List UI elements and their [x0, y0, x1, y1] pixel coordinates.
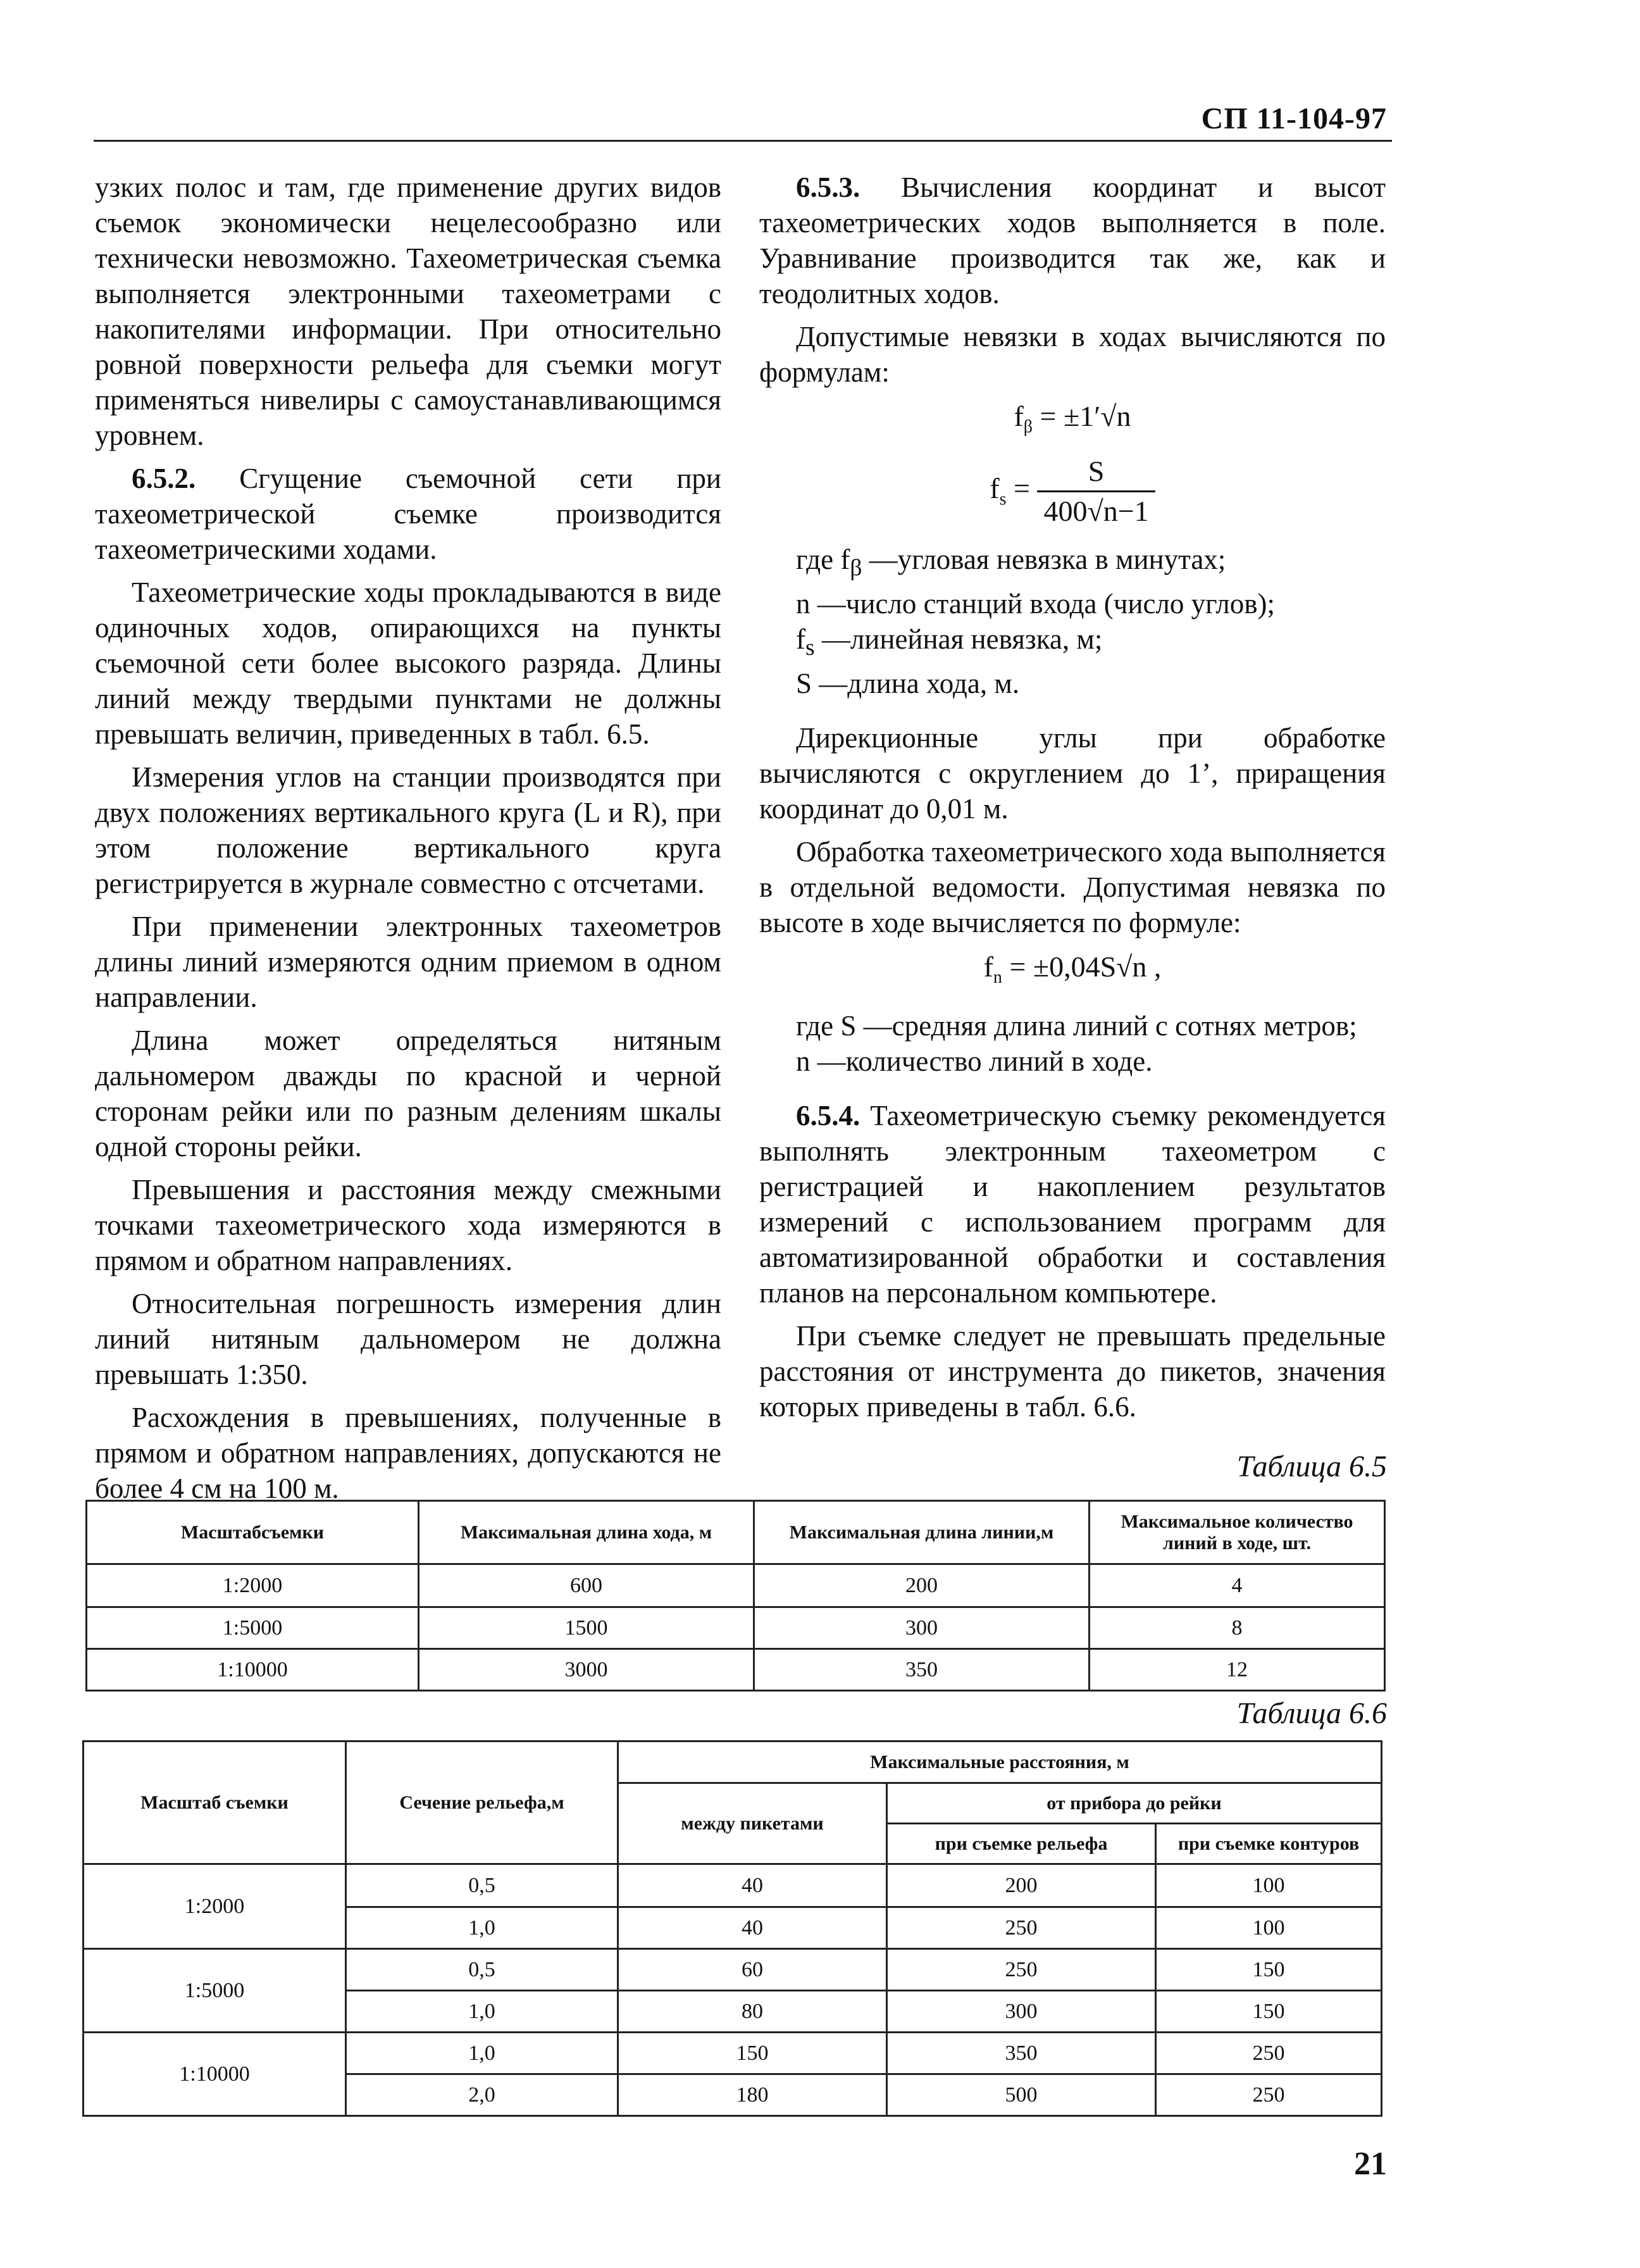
paragraph: Тахеометрические ходы прокладываются в виде одиночных ходов, опирающихся на пункты съемочной сети более высокого разряда. Длины линий между твердыми пунктами не должны превышать величин, приведенных в табл. 6.5. — [95, 576, 721, 750]
definition-subscript: s — [805, 635, 815, 661]
table-cell: 40 — [618, 1864, 887, 1907]
table-cell: 300 — [887, 1991, 1156, 2033]
paragraph: узких полос и там, где применение других видов съемок экономически нецелесообразно или технически невозможно. Тахеометрическая съемка выполняется электронными тахеометрами с накопителями информации. При относительно ровной поверхности рельефа для съемки могут применяться нивелиры с самоустанавливающимся уровнем. — [95, 171, 721, 451]
table-cell: 60 — [618, 1949, 887, 1991]
table-cell: 1:5000 — [84, 1949, 346, 2033]
table-row — [84, 1864, 1382, 1907]
formula-equals: = — [1006, 472, 1038, 505]
formula-angular-misclosure — [759, 397, 1386, 446]
fraction-numerator: S — [1037, 452, 1155, 492]
table-cell: 150 — [1156, 1949, 1382, 1991]
table-row — [87, 1564, 1385, 1607]
table-cell: 4 — [1090, 1564, 1385, 1607]
table-6-5-caption: Таблица 6.5 — [1236, 1450, 1387, 1483]
paragraph: Допустимые невязки в ходах вычисляются по формулам: — [759, 321, 1386, 388]
paragraph: Дирекционные углы при обработке вычисляются с округлением до 1’, приращения координат до 0,01 м. — [759, 722, 1386, 825]
table-cell: 3000 — [419, 1649, 754, 1691]
table-cell: 500 — [887, 2074, 1156, 2116]
formula-symbol: f — [990, 472, 1000, 505]
table-cell: 1:5000 — [87, 1607, 419, 1649]
paragraph-text: Вычисления координат и высот тахеометрических ходов выполняется в поле. Уравнивание производится так же, как и теодолитных ходов. — [759, 171, 1386, 309]
formula-symbol: f — [983, 950, 993, 983]
paragraph: При применении электронных тахеометров длины линий измеряются одним приемом в одном направлении. — [95, 911, 721, 1013]
table-cell: 200 — [887, 1864, 1156, 1907]
table-cell: 250 — [1156, 2074, 1382, 2116]
formula-rhs: = ±1′√n — [1033, 400, 1131, 432]
table-header-cell: Максимальные расстояния, м — [618, 1742, 1382, 1783]
definition: S —длина хода, м. — [796, 668, 1020, 700]
section-number: 6.5.4. — [796, 1100, 860, 1132]
definition — [759, 621, 1386, 666]
formula-definitions — [759, 542, 1386, 701]
table-header-cell: Максимальная длина линии,м — [754, 1501, 1090, 1564]
table-cell: 2,0 — [346, 2074, 618, 2116]
formula-subscript: n — [993, 968, 1002, 988]
table-header-cell: между пикетами — [618, 1783, 887, 1864]
table-cell: 100 — [1156, 1907, 1382, 1949]
table-cell: 300 — [754, 1607, 1090, 1649]
section-number: 6.5.3. — [796, 171, 860, 203]
paragraph: Относительная погрешность измерения длин линий нитяным дальномером не должна превышать 1:350. — [95, 1288, 721, 1390]
table-row — [84, 2033, 1382, 2074]
table-cell: 1,0 — [346, 1907, 618, 1949]
table-cell: 8 — [1090, 1607, 1385, 1649]
formula-subscript: s — [999, 489, 1007, 509]
paragraph: Расхождения в превышениях, полученные в прямом и обратном направлениях, допускаются не более 4 см на 100 м. — [95, 1402, 721, 1504]
definition-text: —линейная невязка, м; — [814, 623, 1103, 656]
document-code: СП 11-104-97 — [1201, 102, 1387, 135]
table-cell: 1:10000 — [87, 1649, 419, 1691]
right-column — [759, 170, 1386, 1432]
table-header-cell: Максимальное количество линий в ходе, шт. — [1090, 1501, 1385, 1564]
table-row — [87, 1607, 1385, 1649]
section-number: 6.5.2. — [132, 463, 196, 494]
table-cell: 200 — [754, 1564, 1090, 1607]
table-cell: 80 — [618, 1991, 887, 2033]
table-cell: 0,5 — [346, 1949, 618, 1991]
table-6-6 — [82, 1740, 1382, 2117]
table-cell: 600 — [419, 1564, 754, 1607]
table-cell: 1:2000 — [84, 1864, 346, 1949]
left-column — [95, 170, 721, 1514]
table-cell: 250 — [887, 1949, 1156, 1991]
paragraph — [759, 1098, 1386, 1311]
table-row — [87, 1649, 1385, 1691]
header-rule — [94, 140, 1392, 142]
table-cell: 180 — [618, 2074, 887, 2116]
fraction-denominator: 400√n−1 — [1043, 495, 1149, 528]
table-cell: 1,0 — [346, 2033, 618, 2074]
table-header-cell: Максимальная длина хода, м — [419, 1501, 754, 1564]
definition — [759, 542, 1386, 586]
paragraph-text: Сгущение съемочной сети при тахеометрической съемке производится тахеометрическими ходами. — [95, 463, 721, 565]
formula-height-misclosure — [759, 948, 1386, 997]
definition-text: —угловая невязка в минутах; — [862, 544, 1226, 576]
definition: n —количество линий в ходе. — [796, 1045, 1153, 1078]
table-cell: 100 — [1156, 1864, 1382, 1907]
table-cell: 0,5 — [346, 1864, 618, 1907]
table-cell: 350 — [754, 1649, 1090, 1691]
formula-symbol: f — [1014, 400, 1024, 432]
table-header-cell: Масштаб съемки — [84, 1742, 346, 1864]
definition-text: где f — [796, 544, 850, 576]
paragraph: Длина может определяться нитяным дальномером дважды по красной и черной сторонам рейки или по разным делениям шкалы одной стороны рейки. — [95, 1025, 721, 1162]
paragraph: Измерения углов на станции производятся при двух положениях вертикального круга (L и R), при этом положение вертикального круга регистрируется в журнале совместно с отсчетами. — [95, 761, 721, 899]
table-cell: 150 — [1156, 1991, 1382, 2033]
table-cell: 40 — [618, 1907, 887, 1949]
formula-definitions — [759, 1008, 1386, 1079]
definition: n —число станций входа (число углов); — [796, 588, 1275, 620]
paragraph: Обработка тахеометрического хода выполняется в отдельной ведомости. Допустимая невязка по высоте в ходе вычисляется по формуле: — [759, 836, 1386, 939]
paragraph — [95, 461, 721, 567]
table-cell: 150 — [618, 2033, 887, 2074]
paragraph-text: Тахеометрическую съемку рекомендуется выполнять электронным тахеометром с регистрацией и накоплением результатов измерений с использованием программ для автоматизированной обработки и составления планов на персональном компьютере. — [759, 1100, 1386, 1309]
table-cell: 12 — [1090, 1649, 1385, 1691]
definition-text: f — [796, 623, 805, 656]
table-cell: 1500 — [419, 1607, 754, 1649]
table-cell: 250 — [1156, 2033, 1382, 2074]
table-cell: 350 — [887, 2033, 1156, 2074]
page-number: 21 — [1354, 2146, 1387, 2182]
table-6-6-caption: Таблица 6.6 — [1236, 1697, 1387, 1730]
formula-linear-misclosure — [759, 452, 1386, 530]
formula-rhs: = ±0,04S√n , — [1002, 950, 1162, 983]
table-cell: 250 — [887, 1907, 1156, 1949]
table-cell: 1:10000 — [84, 2033, 346, 2116]
table-row — [84, 1949, 1382, 1991]
formula-fraction — [1037, 452, 1155, 530]
table-header-cell: при съемке рельефа — [887, 1824, 1156, 1864]
paragraph: При съемке следует не превышать предельные расстояния от инструмента до пикетов, значения которых приведены в табл. 6.6. — [759, 1320, 1386, 1423]
table-cell: 1,0 — [346, 1991, 618, 2033]
table-6-5 — [85, 1500, 1386, 1692]
table-header-cell: Масштабсъемки — [87, 1501, 419, 1564]
table-header-cell: при съемке контуров — [1156, 1824, 1382, 1864]
paragraph — [759, 170, 1386, 311]
formula-subscript: β — [1023, 417, 1033, 437]
definition: где S —средняя длина линий с сотнях метров; — [796, 1010, 1357, 1042]
table-cell: 1:2000 — [87, 1564, 419, 1607]
definition-subscript: β — [850, 555, 862, 582]
table-header-cell: от прибора до рейки — [887, 1783, 1382, 1824]
table-header-cell: Сечение рельефа,м — [346, 1742, 618, 1864]
paragraph: Превышения и расстояния между смежными точками тахеометрического хода измеряются в прямом и обратном направлениях. — [95, 1174, 721, 1276]
